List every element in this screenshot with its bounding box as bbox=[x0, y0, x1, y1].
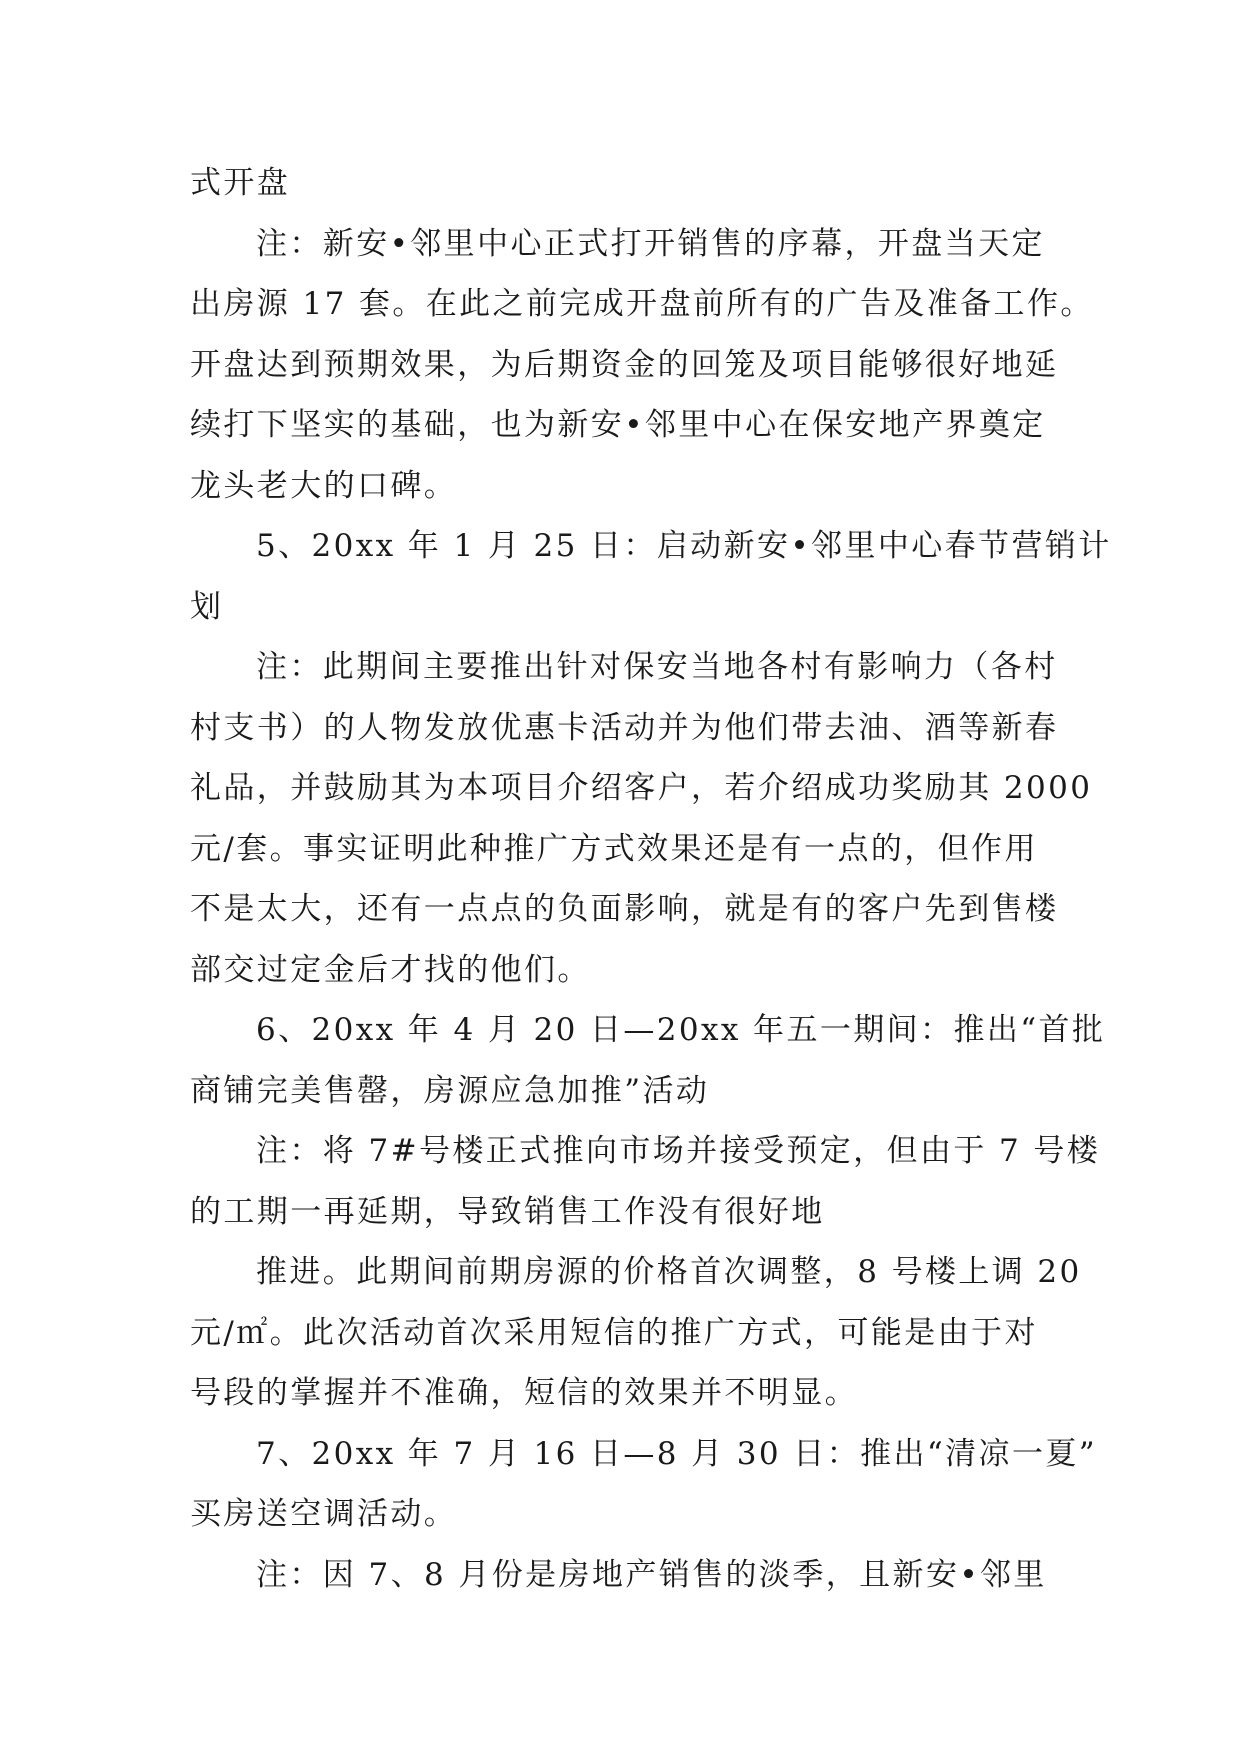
text-line: 注：因 7、8 月份是房地产销售的淡季，且新安•邻里 bbox=[256, 1556, 1047, 1593]
text-line: 商铺完美售罄，房源应急加推”活动 bbox=[190, 1072, 710, 1109]
text-line: 注：新安•邻里中心正式打开销售的序幕，开盘当天定 bbox=[256, 225, 1045, 262]
text-line: 元/㎡。此次活动首次采用短信的推广方式，可能是由于对 bbox=[190, 1314, 1038, 1351]
text-line: 注：将 7#号楼正式推向市场并接受预定，但由于 7 号楼 bbox=[256, 1133, 1101, 1169]
text-line: 开盘达到预期效果，为后期资金的回笼及项目能够很好地延 bbox=[190, 346, 1059, 383]
text-line: 续打下坚实的基础，也为新安•邻里中心在保安地产界奠定 bbox=[190, 407, 1046, 443]
text-line: 的工期一再延期，导致销售工作没有很好地 bbox=[190, 1193, 825, 1230]
text-line: 注：此期间主要推出针对保安当地各村有影响力（各村 bbox=[256, 649, 1058, 685]
text-line: 元/套。事实证明此种推广方式效果还是有一点的，但作用 bbox=[190, 830, 1038, 867]
text-line: 5、20xx 年 1 月 25 日：启动新安•邻里中心春节营销计 bbox=[256, 528, 1112, 564]
text-line: 龙头老大的口碑。 bbox=[190, 467, 458, 504]
text-line: 式开盘 bbox=[190, 165, 291, 201]
text-line: 出房源 17 套。在此之前完成开盘前所有的广告及准备工作。 bbox=[190, 286, 1094, 322]
text-line: 不是太大，还有一点点的负面影响，就是有的客户先到售楼 bbox=[190, 891, 1059, 927]
text-line: 部交过定金后才找的他们。 bbox=[190, 951, 591, 988]
text-line: 6、20xx 年 4 月 20 日—20xx 年五一期间：推出“首批 bbox=[256, 1012, 1106, 1048]
text-line: 村支书）的人物发放优惠卡活动并为他们带去油、酒等新春 bbox=[190, 709, 1059, 746]
text-line: 买房送空调活动。 bbox=[190, 1496, 458, 1532]
document-body bbox=[190, 153, 1112, 1605]
text-line: 礼品，并鼓励其为本项目介绍客户，若介绍成功奖励其 2000 bbox=[190, 770, 1093, 806]
text-line: 7、20xx 年 7 月 16 日—8 月 30 日：推出“清凉一夏” bbox=[256, 1435, 1098, 1472]
text-line: 推进。此期间前期房源的价格首次调整，8 号楼上调 20 bbox=[256, 1254, 1082, 1290]
text-line: 划 bbox=[190, 588, 224, 625]
text-line: 号段的掌握并不准确，短信的效果并不明显。 bbox=[190, 1375, 858, 1411]
